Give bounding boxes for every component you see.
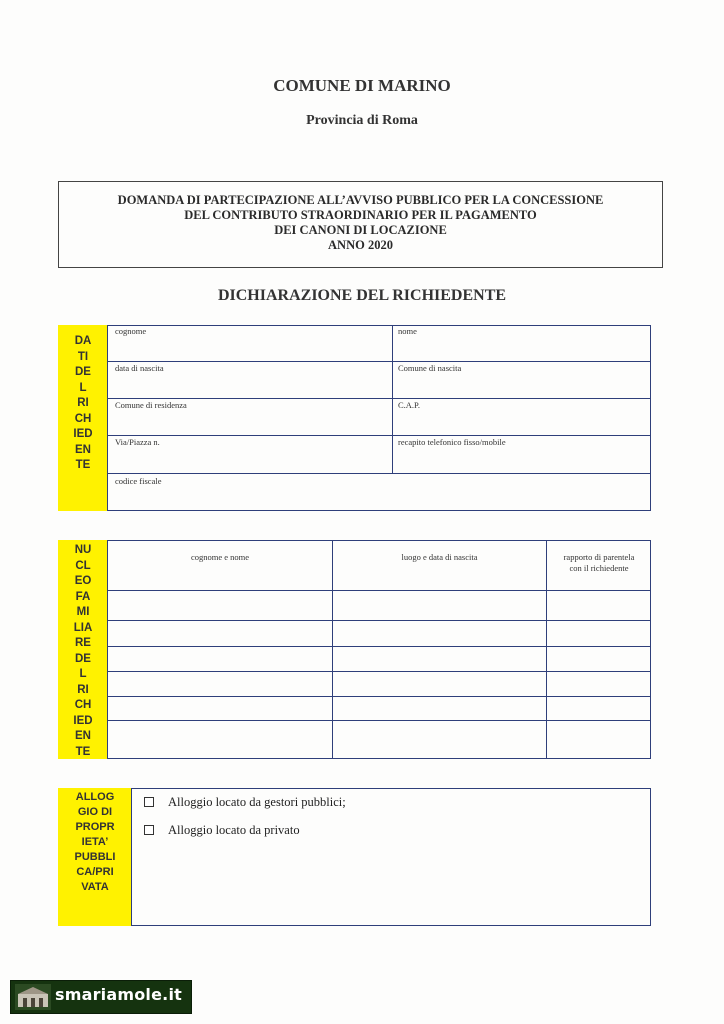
page-title: COMUNE DI MARINO: [273, 76, 451, 95]
side-label-line: MI: [76, 606, 90, 618]
divider: [107, 646, 651, 647]
housing-side-label: [58, 788, 132, 926]
divider: [107, 671, 651, 672]
side-label-line: DE: [75, 366, 91, 378]
side-label-line: L: [79, 668, 87, 680]
applicant-data-side-label: [58, 325, 108, 511]
divider: [392, 325, 393, 473]
phone-field[interactable]: recapito telefonico fisso/mobile: [398, 437, 506, 447]
side-label-line: FA: [75, 590, 91, 603]
side-label-line: L: [79, 381, 87, 394]
request-title-line: DOMANDA DI PARTECIPAZIONE ALL’AVVISO PUBBLICO PER LA CONCESSIONE: [117, 193, 604, 207]
side-label-line: IETA’: [81, 836, 109, 848]
side-label-line: CA/PRI: [76, 866, 114, 878]
side-label-line: RE: [75, 637, 91, 649]
divider: [107, 473, 651, 474]
divider: [107, 325, 108, 511]
name-field[interactable]: nome: [398, 326, 417, 336]
side-label-line: IED: [73, 714, 93, 727]
side-label-line: DE: [75, 652, 91, 665]
side-label-line: TI: [77, 350, 89, 363]
request-title-line: DEL CONTRIBUTO STRAORDINARIO PER IL PAGAMENTO: [184, 208, 537, 222]
request-title-line: DEI CANONI DI LOCAZIONE: [274, 223, 447, 237]
side-label-line: TE: [75, 745, 91, 758]
side-label-line: ALLOG: [75, 791, 115, 803]
watermark-banner: [10, 980, 192, 1014]
side-label-line: GIO DI: [77, 806, 113, 818]
divider: [107, 696, 651, 697]
household-side-label: [58, 540, 108, 759]
divider: [107, 361, 651, 362]
public-housing-label: Alloggio locato da gestori pubblici;: [168, 795, 346, 809]
side-label-line: EN: [75, 730, 91, 742]
side-label-line: CL: [75, 559, 91, 572]
private-housing-label: Alloggio locato da privato: [168, 823, 300, 837]
watermark-text[interactable]: smariamole.it: [55, 985, 182, 1004]
page-subtitle: Provincia di Roma: [306, 113, 418, 128]
building-logo-icon: [15, 984, 51, 1010]
side-label-line: EO: [74, 575, 92, 587]
side-label-line: PUBBLI: [74, 851, 116, 863]
street-field[interactable]: Via/Piazza n.: [115, 437, 160, 447]
private-housing-checkbox[interactable]: [144, 825, 154, 835]
public-housing-checkbox[interactable]: [144, 797, 154, 807]
side-label-line: DA: [74, 335, 92, 347]
divider: [107, 720, 651, 721]
side-label-line: VATA: [81, 881, 109, 893]
side-label-line: IED: [73, 428, 93, 440]
column-header-relationship: [547, 552, 651, 574]
divider: [107, 398, 651, 399]
tax-code-field[interactable]: codice fiscale: [115, 476, 162, 486]
side-label-line: RI: [77, 683, 89, 696]
divider: [107, 435, 651, 436]
birth-town-field[interactable]: Comune di nascita: [398, 363, 462, 373]
declaration-title: DICHIARAZIONE DEL RICHIEDENTE: [217, 287, 507, 304]
side-label-line: EN: [75, 443, 91, 456]
divider: [107, 540, 108, 759]
column-header-line: rapporto di parentela: [563, 552, 635, 562]
request-title-box: [58, 181, 663, 268]
divider: [107, 620, 651, 621]
side-label-line: LIA: [73, 621, 93, 634]
column-header-name: cognome e nome: [190, 552, 250, 562]
divider: [332, 540, 333, 759]
side-label-line: CH: [74, 412, 92, 425]
housing-table: [58, 788, 651, 926]
surname-field[interactable]: cognome: [115, 326, 147, 336]
divider: [107, 590, 651, 591]
column-header-birth: luogo e data di nascita: [401, 552, 478, 562]
divider: [131, 788, 132, 926]
side-label-line: NU: [74, 544, 92, 556]
column-header-line: con il richiedente: [569, 563, 629, 573]
side-label-line: PROPR: [75, 821, 115, 833]
side-label-line: TE: [75, 459, 91, 471]
residence-town-field[interactable]: Comune di residenza: [115, 400, 187, 410]
side-label-line: CH: [74, 699, 92, 711]
side-label-line: RI: [77, 397, 89, 409]
birth-date-field[interactable]: data di nascita: [115, 363, 164, 373]
request-title-line: ANNO 2020: [328, 238, 393, 252]
cap-field[interactable]: C.A.P.: [398, 400, 420, 410]
